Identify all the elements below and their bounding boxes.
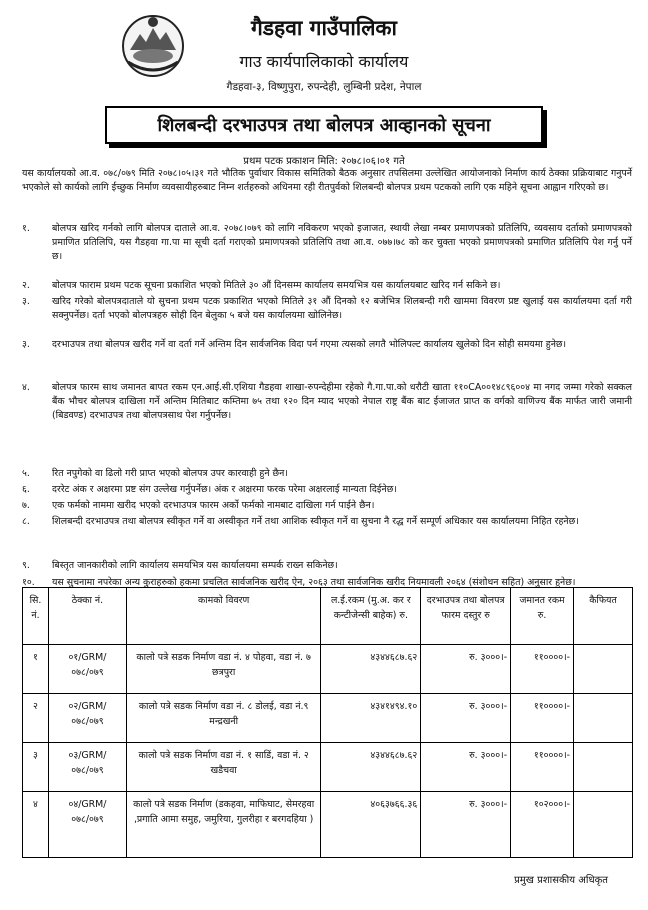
row-remarks — [574, 743, 633, 792]
row-form-fee: रु. ३०००।- — [421, 694, 511, 743]
row-remarks — [574, 694, 633, 743]
condition-item — [22, 381, 632, 467]
row-estimate: ४३४४६८७.६२ — [321, 645, 421, 694]
header-estimate: ल.ई.रकम (मु.अ. कर र कन्टीजेन्सी बाहेक) रु. — [321, 588, 421, 645]
row-sn: २ — [23, 694, 49, 743]
condition-text: एक फर्मको नाममा खरीद भएको दरभाउपत्र फारम अर्को फर्मको नामबाट दाखिला गर्न पाईने छैन। — [52, 500, 375, 511]
condition-number: १. — [22, 223, 30, 234]
condition-text: रित नपुगेको वा ढिलो गरी प्राप्त भएको बोलपत्र उपर कारवाही हुने छैन। — [52, 468, 288, 479]
row-contract-no: ०२/GRM/ ०७८/०७९ — [48, 694, 126, 743]
condition-text: शिलबन्दी दरभाउपत्र तथा बोलपत्र स्वीकृत गर्ने वा अस्वीकृत गर्ने तथा आशिक स्वीकृत गर्ने वा सुचना नै रद्ध गर्ने सम्पूर्ण अधिकार यस कार्यालयमा निहित रहनेछ। — [52, 516, 579, 527]
table-row — [23, 694, 633, 743]
row-description: कालो पत्रे सडक निर्माण वडा नं. ४ पोहवा, वडा नं. ७ छत्रपुरा — [126, 645, 321, 694]
office-name: गाउ कार्यपालिकाको कार्यालय — [239, 52, 409, 71]
header-description: कामको विवरण — [126, 588, 321, 645]
publication-date: प्रथम पटक प्रकाशन मिति: २०७८।०६।०१ गते — [243, 156, 405, 167]
header-contract-no: ठेक्का नं. — [48, 588, 126, 645]
condition-item — [22, 279, 632, 295]
row-sn: १ — [23, 645, 49, 694]
table-row — [23, 645, 633, 694]
condition-number: ४. — [22, 382, 30, 393]
signatory-title: प्रमुख प्रशासकीय अधिकृत — [514, 875, 608, 886]
condition-item — [22, 338, 632, 381]
row-security: ११००००।- — [511, 743, 574, 792]
row-description: कालो पत्रे सडक निर्माण वडा नं. १ साडिं, वडा नं. २ खडैचवा — [126, 743, 321, 792]
header-sn: सि. नं. — [23, 588, 49, 645]
header-remarks: कैफियत — [574, 588, 633, 645]
condition-number: ५. — [22, 468, 30, 479]
row-estimate: ४३४१४९४.१० — [321, 694, 421, 743]
condition-number: ८. — [22, 516, 30, 527]
condition-text: बोलपत्र फाराम प्रथम पटक सूचना प्रकाशित भएको मितिले ३० औं दिनसम्म कार्यालय समयभित्र यस कार्यालयबाट खरिद गर्न सकिने छ। — [52, 280, 501, 291]
office-address: गैडहवा-३, विष्णुपुरा, रुपन्देही, लुम्बिनी प्रदेश, नेपाल — [226, 81, 422, 93]
condition-text: बिस्तृत जानकारीको लागि कार्यालय समयभित्र यस कार्यालयमा सम्पर्क राख्न सकिनेछ। — [52, 560, 338, 571]
tender-table — [22, 587, 633, 858]
row-estimate: ४३४४६८७.६२ — [321, 743, 421, 792]
header-form-fee: दरभाउपत्र तथा बोलपत्र फारम दस्तुर रु — [421, 588, 511, 645]
condition-item — [22, 222, 632, 279]
condition-number: ३. — [22, 339, 30, 350]
condition-text: खरिद गरेको बोलपत्रदाताले यो सुचना प्रथम पटक प्रकाशित भएको मितिले ३१ औं दिनको १२ बजेभित्र शिलबन्दी गरी खाममा विवरण प्रष्ट खुलाई यस कार्यालयमा दर्ता गरी सक्नुपर्नेछ। दर्ता भएको बोलपत्रहरु सोही दिन बेलुका ५ बजे यस कार्यालयमा खोलिनेछ। — [52, 296, 632, 322]
row-contract-no: ०१/GRM/ ०७८/०७९ — [48, 645, 126, 694]
table-row — [23, 743, 633, 792]
condition-item — [22, 559, 632, 576]
row-security: ११००००।- — [511, 694, 574, 743]
row-description: कालो पत्रे सडक निर्माण वडा नं. ८ डोलई, वडा नं.९ मन्द्रखनी — [126, 694, 321, 743]
row-description: कालो पत्रे सडक निर्माण (डकहवा, माफिघाट, सेमरहवा ,प्रगाति आमा समुह, जमुरिया, गुलरीहा र बरगदहिया ) — [126, 792, 321, 858]
notice-title: शिलबन्दी दरभाउपत्र तथा बोलपत्र आव्हानको सूचना — [105, 106, 543, 144]
condition-item — [22, 467, 632, 483]
row-form-fee: रु. ३०००।- — [421, 645, 511, 694]
table-header-row — [23, 588, 633, 645]
condition-item — [22, 295, 632, 338]
row-form-fee: रु. ३०००।- — [421, 743, 511, 792]
intro-paragraph: यस कार्यालयको आ.व. ०७८/०७९ मिति २०७८।०५।३१ गते भौतिक पुर्वाधार विकास समितिको बैठक अनुसार तपसिलमा उल्लेखित आयोजनाको निर्माण कार्य ठेक्का प्रक्रियाबाट गनुपर्ने भएकोले सो कार्यको लागि ईच्छुक निर्माण व्यवसायीहरुबाट निम्न शर्तहरुको अधिनमा रही रीतपुर्वको शिलबन्दी बोलपत्र प्रथम पटकको लागि एक महिने सूचना आह्वान गरिएको छ। — [22, 168, 632, 194]
row-security: ११००००।- — [511, 645, 574, 694]
row-form-fee: रु. ३०००।- — [421, 792, 511, 858]
row-sn: ३ — [23, 743, 49, 792]
row-sn: ४ — [23, 792, 49, 858]
condition-text: बोलपत्र खरिद गर्नको लागि बोलपत्र दाताले आ.व. २०७८।०७९ को लागि नविकरण भएको इजाजत, स्थायी लेखा नम्बर प्रमाणपत्रको प्रतिलिपि, व्यवसाय दर्ताको प्रमाणपत्रको प्रमाणित प्रतिलिपि, यस गैडहवा गा.पा मा सूची दर्ता गराएको प्रमाणपत्रको प्रतिलिपि तथा आ.व. ०७७।७८ को कर चुक्ता भएको प्रमाणपत्रको प्रमाणित प्रतिलिपि पेश गर्नु पर्ने छ। — [52, 223, 632, 263]
row-estimate: ४०६३७६६.३६ — [321, 792, 421, 858]
condition-item — [22, 515, 632, 559]
condition-item — [22, 499, 632, 515]
condition-text: यस सुचनामा नपरेका अन्य कुराहरुको हकमा प्रचलित सार्वजनिक खरीद ऐन, २०६३ तथा सार्वजनिक खरीद नियमावली २०६४ (संशोधन सहित) अनुसार हुनेछ। — [52, 577, 576, 588]
condition-number: १०. — [22, 577, 35, 588]
municipality-name: गैडहवा गाउँपालिका — [250, 16, 397, 40]
condition-number: ९. — [22, 560, 30, 571]
condition-number: २. — [22, 280, 30, 291]
table-row — [23, 792, 633, 858]
condition-item — [22, 483, 632, 499]
row-remarks — [574, 792, 633, 858]
condition-text: दररेट अंक र अक्षरमा प्रष्ट संग उल्लेख गर्नुपर्नेछ। अंक र अक्षरमा फरक परेमा अक्षरलाई मान्यता दिईनेछ। — [52, 484, 397, 495]
condition-number: ६. — [22, 484, 30, 495]
condition-number: ३. — [22, 296, 30, 307]
row-contract-no: ०४/GRM/ ०७८/०७९ — [48, 792, 126, 858]
row-security: १०२०००।- — [511, 792, 574, 858]
condition-text: बोलपत्र फारम साथ जमानत बापत रकम एन.आई.सी.एशिया गैडहवा शाखा-रुपन्देहीमा रहेको गै.गा.पा.को धरौटी खाता ११०CA००१४८९६००४ मा नगद जम्मा गरेको सक्कल बैंक भौचर बोलपत्र दाखिला गर्ने अन्तिम मितिबाट कम्तिमा ७५ तथा १२० दिन म्याद भएको नेपाल राष्ट्र बैंक बाट ईजाजत प्राप्त क वर्गको वाणिज्य बैंक मार्फत जारी जमानी (बिडवण्ड) दरभाउपत्र तथा बोलपत्रसाथ पेश गर्नुपर्नेछ। — [52, 382, 632, 422]
row-remarks — [574, 645, 633, 694]
row-contract-no: ०३/GRM/ ०७८/०७९ — [48, 743, 126, 792]
header-security: जमानत रकम रु. — [511, 588, 574, 645]
condition-text: दरभाउपत्र तथा बोलपत्र खरीद गर्ने वा दर्ता गर्ने अन्तिम दिन सार्वजनिक विदा पर्न गएमा त्यसको लगतै भोलिपल्ट कार्यालय खुलेको दिन सोही समयमा हुनेछ। — [52, 339, 567, 350]
conditions-list — [22, 222, 632, 606]
condition-number: ७. — [22, 500, 30, 511]
